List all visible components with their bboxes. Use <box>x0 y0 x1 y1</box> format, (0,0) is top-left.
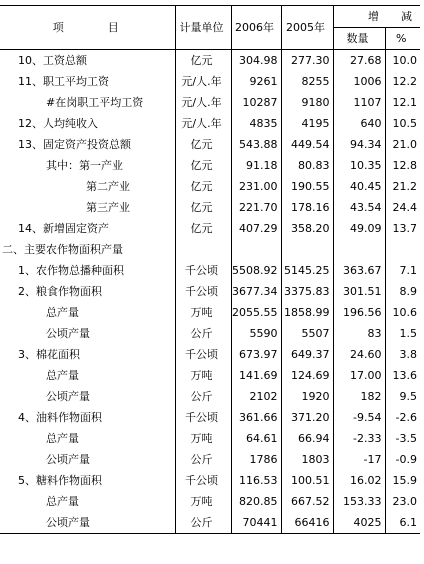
row-change-percent: 7.1 <box>399 263 417 277</box>
header-item: 项 目 <box>0 6 175 50</box>
row-label: 公顷产量 <box>0 386 175 407</box>
row-change-percent: -3.5 <box>395 431 417 445</box>
row-change-percent: 10.0 <box>392 53 417 67</box>
row-change-quantity: 27.68 <box>333 50 385 72</box>
table-row <box>0 365 420 386</box>
row-unit: 公斤 <box>175 512 231 534</box>
table-header <box>0 6 420 50</box>
row-change-percent: 10.6 <box>392 305 417 319</box>
row-label: 13、固定资产投资总额 <box>0 134 175 155</box>
row-change-percent: 12.1 <box>392 95 417 109</box>
row-value-2006: 1786 <box>231 449 281 470</box>
row-change-percent: 12.8 <box>392 158 417 172</box>
row-value-2005: 5145.25 <box>281 260 333 281</box>
row-value-2005: 124.69 <box>281 365 333 386</box>
header-change: 增 减 <box>333 6 420 28</box>
row-change-quantity: -2.33 <box>333 428 385 449</box>
row-change-percent: 13.6 <box>392 368 417 382</box>
row-value-2006: 2102 <box>231 386 281 407</box>
row-value-2005: 667.52 <box>281 491 333 512</box>
row-unit: 千公顷 <box>175 470 231 491</box>
row-value-2006: 361.66 <box>231 407 281 428</box>
row-value-2006: 673.97 <box>231 344 281 365</box>
row-label: 11、职工平均工资 <box>0 71 175 92</box>
row-value-2005 <box>281 239 333 260</box>
row-value-2006: 407.29 <box>231 218 281 239</box>
row-change-percent: 6.1 <box>385 512 420 534</box>
table-row <box>0 407 420 428</box>
row-change-quantity: 153.33 <box>333 491 385 512</box>
row-label: 5、糖料作物面积 <box>0 470 175 491</box>
row-unit: 亿元 <box>175 218 231 239</box>
row-label: 第二产业 <box>0 176 175 197</box>
table-row <box>0 71 420 92</box>
row-value-2005: 9180 <box>281 92 333 113</box>
row-value-2006: 221.70 <box>231 197 281 218</box>
row-change-quantity: 640 <box>333 113 385 134</box>
row-unit: 亿元 <box>175 134 231 155</box>
row-value-2005: 100.51 <box>281 470 333 491</box>
row-unit: 千公顷 <box>175 260 231 281</box>
row-unit: 元/人.年 <box>175 113 231 134</box>
table-row <box>0 260 420 281</box>
row-unit <box>175 239 231 260</box>
table-row <box>0 50 420 72</box>
row-value-2006: 3677.34 <box>231 281 281 302</box>
statistics-table <box>0 5 420 534</box>
table-body <box>0 50 420 534</box>
row-change-percent: 24.4 <box>392 200 417 214</box>
row-change-quantity: 43.54 <box>333 197 385 218</box>
row-value-2005: 190.55 <box>281 176 333 197</box>
row-change-percent: 10.5 <box>392 116 417 130</box>
row-label: 2、粮食作物面积 <box>0 281 175 302</box>
row-unit: 千公顷 <box>175 281 231 302</box>
row-label: 1、农作物总播种面积 <box>0 260 175 281</box>
row-change-quantity: 24.60 <box>333 344 385 365</box>
row-value-2006: 70441 <box>231 512 281 534</box>
row-change-quantity: -9.54 <box>333 407 385 428</box>
row-label: #在岗职工平均工资 <box>0 92 175 113</box>
table-row <box>0 344 420 365</box>
table-row <box>0 134 420 155</box>
row-label: 总产量 <box>0 491 175 512</box>
row-label: 3、棉花面积 <box>0 344 175 365</box>
row-change-percent: -0.9 <box>395 452 417 466</box>
row-label: 公顷产量 <box>0 449 175 470</box>
row-value-2006: 304.98 <box>231 50 281 72</box>
row-label: 14、新增固定资产 <box>0 218 175 239</box>
row-change-percent: 13.7 <box>392 221 417 235</box>
row-unit: 公斤 <box>175 386 231 407</box>
row-change-quantity: 301.51 <box>333 281 385 302</box>
row-change-percent: 1.5 <box>399 326 417 340</box>
row-value-2006: 116.53 <box>231 470 281 491</box>
table-row <box>0 155 420 176</box>
row-value-2006: 231.00 <box>231 176 281 197</box>
row-value-2005: 66416 <box>281 512 333 534</box>
row-change-percent: 12.2 <box>392 74 417 88</box>
table-row <box>0 428 420 449</box>
row-value-2005: 5507 <box>281 323 333 344</box>
row-unit: 亿元 <box>175 155 231 176</box>
row-unit: 元/人.年 <box>175 92 231 113</box>
row-change-quantity <box>333 239 385 260</box>
row-value-2006: 820.85 <box>231 491 281 512</box>
row-value-2005: 449.54 <box>281 134 333 155</box>
row-unit: 千公顷 <box>175 344 231 365</box>
row-label: 二、主要农作物面积产量 <box>0 239 175 260</box>
row-change-quantity: 83 <box>333 323 385 344</box>
row-change-quantity: 4025 <box>333 512 385 534</box>
row-value-2006 <box>231 239 281 260</box>
row-label: 10、工资总额 <box>0 50 175 72</box>
row-unit: 元/人.年 <box>175 71 231 92</box>
row-value-2005: 1858.99 <box>281 302 333 323</box>
row-label: 其中：第一产业 <box>0 155 175 176</box>
header-unit: 计量单位 <box>175 6 231 50</box>
row-change-quantity: 363.67 <box>333 260 385 281</box>
header-quantity: 数量 <box>333 28 385 50</box>
header-percent: % <box>385 28 420 50</box>
row-unit: 公斤 <box>175 323 231 344</box>
row-label: 总产量 <box>0 302 175 323</box>
row-value-2006: 2055.55 <box>231 302 281 323</box>
row-value-2006: 141.69 <box>231 365 281 386</box>
row-unit: 万吨 <box>175 365 231 386</box>
row-unit: 亿元 <box>175 197 231 218</box>
row-value-2005: 649.37 <box>281 344 333 365</box>
row-change-percent: 15.9 <box>392 473 417 487</box>
table-row <box>0 92 420 113</box>
row-change-percent: 8.9 <box>399 284 417 298</box>
table-row <box>0 113 420 134</box>
row-value-2005: 371.20 <box>281 407 333 428</box>
row-unit: 亿元 <box>175 50 231 72</box>
row-value-2005: 3375.83 <box>281 281 333 302</box>
table-row <box>0 323 420 344</box>
row-value-2006: 9261 <box>231 71 281 92</box>
row-unit: 万吨 <box>175 491 231 512</box>
header-2006: 2006年 <box>231 6 281 50</box>
row-value-2006: 543.88 <box>231 134 281 155</box>
row-label: 第三产业 <box>0 197 175 218</box>
row-change-quantity: 1107 <box>333 92 385 113</box>
row-change-percent: 21.0 <box>392 137 417 151</box>
table-row <box>0 281 420 302</box>
row-value-2005: 66.94 <box>281 428 333 449</box>
row-change-quantity: 94.34 <box>333 134 385 155</box>
table-row <box>0 449 420 470</box>
table-row <box>0 218 420 239</box>
table-row <box>0 491 420 512</box>
row-unit: 亿元 <box>175 176 231 197</box>
row-label: 总产量 <box>0 365 175 386</box>
statistics-table-wrapper <box>0 5 420 534</box>
row-unit: 千公顷 <box>175 407 231 428</box>
row-value-2006: 4835 <box>231 113 281 134</box>
row-change-quantity: 17.00 <box>333 365 385 386</box>
row-unit: 公斤 <box>175 449 231 470</box>
table-row <box>0 197 420 218</box>
table-row <box>0 386 420 407</box>
row-label: 12、人均纯收入 <box>0 113 175 134</box>
row-value-2005: 1803 <box>281 449 333 470</box>
row-value-2005: 1920 <box>281 386 333 407</box>
table-row <box>0 176 420 197</box>
row-change-quantity: -17 <box>333 449 385 470</box>
row-change-quantity: 49.09 <box>333 218 385 239</box>
row-value-2005: 277.30 <box>281 50 333 72</box>
row-unit: 万吨 <box>175 428 231 449</box>
row-change-percent: 21.2 <box>392 179 417 193</box>
row-change-quantity: 40.45 <box>333 176 385 197</box>
header-2005: 2005年 <box>281 6 333 50</box>
row-value-2006: 64.61 <box>231 428 281 449</box>
row-change-quantity: 196.56 <box>333 302 385 323</box>
row-value-2006: 5508.92 <box>231 260 281 281</box>
row-value-2006: 5590 <box>231 323 281 344</box>
table-row <box>0 512 420 534</box>
row-value-2006: 91.18 <box>231 155 281 176</box>
row-value-2005: 358.20 <box>281 218 333 239</box>
row-change-quantity: 10.35 <box>333 155 385 176</box>
row-change-percent <box>385 239 420 260</box>
row-value-2005: 80.83 <box>281 155 333 176</box>
row-change-quantity: 1006 <box>333 71 385 92</box>
row-value-2005: 178.16 <box>281 197 333 218</box>
row-value-2005: 8255 <box>281 71 333 92</box>
row-change-percent: -2.6 <box>395 410 417 424</box>
row-change-percent: 23.0 <box>392 494 417 508</box>
row-label: 4、油料作物面积 <box>0 407 175 428</box>
row-label: 总产量 <box>0 428 175 449</box>
row-value-2006: 10287 <box>231 92 281 113</box>
row-label: 公顷产量 <box>0 323 175 344</box>
table-row <box>0 470 420 491</box>
row-change-percent: 3.8 <box>399 347 417 361</box>
table-row <box>0 302 420 323</box>
row-unit: 万吨 <box>175 302 231 323</box>
row-value-2005: 4195 <box>281 113 333 134</box>
row-change-quantity: 182 <box>333 386 385 407</box>
table-row <box>0 239 420 260</box>
row-label: 公顷产量 <box>0 512 175 534</box>
row-change-quantity: 16.02 <box>333 470 385 491</box>
row-change-percent: 9.5 <box>399 389 417 403</box>
